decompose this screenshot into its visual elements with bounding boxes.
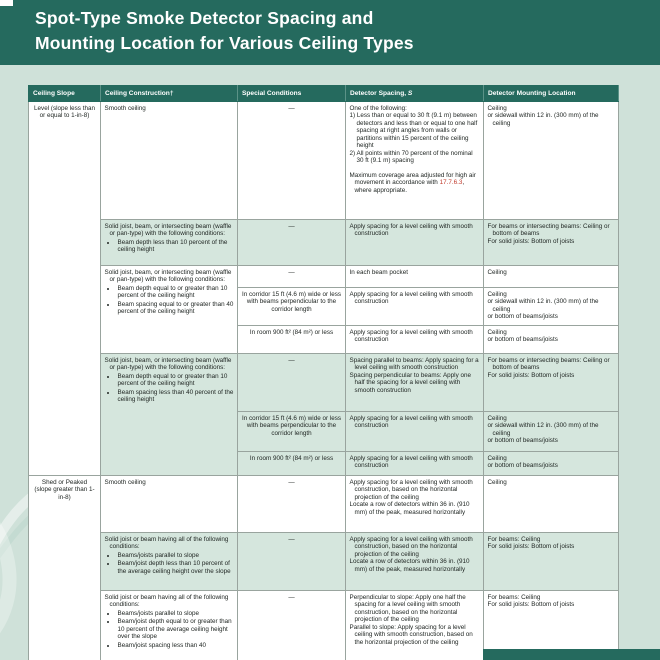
text-line: Locate a row of detectors within 36 in. (910 mm) of the peak, measured horizontally	[349, 558, 470, 573]
condition-list	[105, 239, 234, 254]
cell-mounting-location	[484, 354, 619, 412]
text-line: Spacing perpendicular to beams: Apply one half the spacing for a level ceiling with smooth construction	[349, 371, 471, 394]
cell-special-conditions: In room 900 ft² (84 m²) or less	[238, 452, 346, 476]
page-corner-artifact	[0, 0, 13, 6]
text-line: Ceiling	[487, 328, 507, 336]
text-line: or sidewall within 12 in. (300 mm) of the ceiling	[487, 422, 599, 437]
text-line: For solid joists: Bottom of joists	[487, 237, 575, 245]
text-line: Ceiling	[487, 414, 507, 422]
text-line: For beams or intersecting beams: Ceiling or bottom of beams	[487, 222, 610, 238]
col-header-special-conditions: Special Conditions	[238, 86, 346, 102]
text-line: Locate a row of detectors within 36 in. (910 mm) of the peak, measured horizontally	[349, 501, 470, 516]
text-line: For beams: Ceiling	[487, 535, 541, 543]
cell-construction: Smooth ceiling	[101, 102, 238, 220]
condition-list	[105, 610, 234, 650]
text-line: Ceiling	[487, 454, 507, 462]
cell-detector-spacing	[346, 354, 484, 412]
cell-mounting-location	[484, 533, 619, 591]
condition-list	[105, 552, 234, 576]
cell-mounting-location	[484, 266, 619, 288]
condition-item: • Beam spacing less than 40 percent of the ceiling height	[117, 389, 234, 404]
row-level-joist-shallow	[29, 220, 619, 266]
cell-detector-spacing	[346, 288, 484, 326]
text-line: or bottom of beams/joists	[487, 336, 558, 344]
cell-detector-spacing	[346, 102, 484, 220]
text-line: For beams: Ceiling	[487, 593, 541, 601]
text-line: Solid joist or beam having all of the following conditions:	[104, 535, 229, 551]
text-line: Apply spacing for a level ceiling with smooth construction	[349, 290, 473, 306]
condition-item: • Beams/joists parallel to slope	[117, 552, 234, 560]
col-header-detector-spacing: Detector Spacing, S	[346, 86, 484, 102]
cell-detector-spacing	[346, 533, 484, 591]
text-line: Apply spacing for a level ceiling with smooth construction, based on the horizontal projection of the ceiling	[349, 535, 473, 558]
condition-item: • Beam/joist depth equal to or greater than 10 percent of the average ceiling height over the slope	[117, 618, 234, 641]
text-line: For solid joists: Bottom of joists	[487, 371, 575, 379]
text-line: Apply spacing for a level ceiling with smooth construction	[349, 414, 473, 430]
row-shed-smooth-ceiling	[29, 476, 619, 533]
text-line: For solid joists: Bottom of joists	[487, 543, 575, 551]
cell-mounting-location	[484, 220, 619, 266]
text-line: or bottom of beams/joists	[487, 437, 558, 445]
cell-construction: Smooth ceiling	[101, 476, 238, 533]
row-level-joist-deep-wide	[29, 266, 619, 288]
text-line: Solid joist or beam having all of the following conditions:	[104, 593, 229, 609]
text-line: Apply spacing for a level ceiling with smooth construction, based on the horizontal projection of the ceiling	[349, 478, 473, 501]
cell-ceiling-slope-level: Level (slope less than or equal to 1-in-8)	[29, 102, 101, 476]
page-title: Spot-Type Smoke Detector Spacing and	[35, 8, 374, 28]
col-header-ceiling-construction: Ceiling Construction†	[101, 86, 238, 102]
cell-special-conditions: In corridor 15 ft (4.6 m) wide or less with beams perpendicular to the corridor length	[238, 288, 346, 326]
condition-list	[105, 373, 234, 404]
cell-detector-spacing	[346, 476, 484, 533]
cell-detector-spacing	[346, 326, 484, 354]
col-header-mounting-location: Detector Mounting Location	[484, 86, 619, 102]
text-line: or bottom of beams/joists	[487, 313, 558, 321]
text-line: Ceiling	[487, 290, 507, 298]
condition-item: • Beam/joist depth less than 10 percent of the average ceiling height over the slope	[117, 560, 234, 575]
text-line: Solid joist, beam, or intersecting beam (waffle or pan-type) with the following conditions:	[104, 222, 232, 238]
text-line: Ceiling	[487, 104, 507, 112]
next-section-band	[483, 649, 660, 660]
text-line: 1) Less than or equal to 30 ft (9.1 m) between detectors and less than or equal to one half spacing at right angles from walls or partitions within 15 percent of the ceiling height	[349, 112, 478, 150]
condition-item: • Beam spacing equal to or greater than 40 percent of the ceiling height	[117, 301, 234, 316]
table-header-row	[29, 86, 619, 102]
text-line: For beams or intersecting beams: Ceiling or bottom of beams	[487, 356, 610, 372]
text-line: or bottom of beams/joists	[487, 462, 558, 470]
text-line: Apply spacing for a level ceiling with smooth construction	[349, 328, 473, 344]
cell-special-conditions: —	[238, 102, 346, 220]
text-line: Solid joist, beam, or intersecting beam (waffle or pan-type) with the following conditions:	[104, 268, 232, 284]
code-reference-link[interactable]: 17.7.6.3	[439, 179, 463, 187]
cell-special-conditions: —	[238, 354, 346, 412]
condition-list	[105, 285, 234, 316]
cell-mounting-location	[484, 452, 619, 476]
row-level-joist-deep-narrow	[29, 354, 619, 412]
cell-construction	[101, 533, 238, 591]
cell-special-conditions: —	[238, 533, 346, 591]
text-line: Apply spacing for a level ceiling with smooth construction	[349, 222, 473, 238]
text-line: One of the following:	[349, 104, 407, 112]
cell-mounting-location	[484, 288, 619, 326]
text-line: Solid joist, beam, or intersecting beam (waffle or pan-type) with the following conditions:	[104, 356, 232, 372]
cell-detector-spacing	[346, 266, 484, 288]
detector-spacing-table	[28, 85, 619, 660]
condition-item: • Beams/joists parallel to slope	[117, 610, 234, 618]
text-line: Ceiling	[487, 478, 507, 486]
text-line: In each beam pocket	[349, 268, 408, 276]
text-line: Maximum coverage area adjusted for high air movement in accordance with 17.7.6.3, where appropriate.	[349, 171, 476, 194]
cell-special-conditions: —	[238, 476, 346, 533]
text-line: For solid joists: Bottom of joists	[487, 601, 575, 609]
text-line: or sidewall within 12 in. (300 mm) of the ceiling	[487, 112, 599, 127]
cell-detector-spacing	[346, 412, 484, 452]
text-line: Ceiling	[487, 268, 507, 276]
condition-item: • Beam depth equal to or greater than 10 percent of the ceiling height	[117, 285, 234, 300]
cell-mounting-location	[484, 476, 619, 533]
condition-item: • Beam depth equal to or greater than 10 percent of the ceiling height	[117, 373, 234, 388]
cell-special-conditions: —	[238, 220, 346, 266]
cell-special-conditions: In room 900 ft² (84 m²) or less	[238, 326, 346, 354]
row-level-smooth-ceiling	[29, 102, 619, 220]
cell-special-conditions: —	[238, 266, 346, 288]
text-line: Perpendicular to slope: Apply one half the spacing for a level ceiling with smooth construction, based on the horizontal projection of the ceiling	[349, 593, 466, 624]
cell-special-conditions: —	[238, 591, 346, 660]
cell-detector-spacing	[346, 452, 484, 476]
cell-mounting-location	[484, 102, 619, 220]
cell-construction	[101, 266, 238, 354]
text-line: Parallel to slope: Apply spacing for a level ceiling with smooth construction, based on the horizontal projection of the ceiling	[349, 623, 473, 646]
text-line: Apply spacing for a level ceiling with smooth construction	[349, 454, 473, 470]
text-line: 2) All points within 70 percent of the nominal 30 ft (9.1 m) spacing	[349, 149, 473, 165]
title-band	[0, 0, 660, 65]
cell-ceiling-slope-shed: Shed or Peaked (slope greater than 1-in-8)	[29, 476, 101, 660]
cell-detector-spacing	[346, 591, 484, 660]
cell-mounting-location	[484, 412, 619, 452]
page-title-line2: Mounting Location for Various Ceiling Types	[35, 33, 414, 53]
col-header-ceiling-slope: Ceiling Slope	[29, 86, 101, 102]
cell-construction	[101, 220, 238, 266]
cell-detector-spacing	[346, 220, 484, 266]
condition-item: • Beam/joist spacing less than 40	[117, 642, 234, 650]
condition-item: • Beam depth less than 10 percent of the ceiling height	[117, 239, 234, 254]
cell-construction	[101, 591, 238, 660]
row-shed-joist-shallow	[29, 533, 619, 591]
text-line: or sidewall within 12 in. (300 mm) of the ceiling	[487, 298, 599, 313]
cell-special-conditions: In corridor 15 ft (4.6 m) wide or less with beams perpendicular to the corridor length	[238, 412, 346, 452]
cell-construction	[101, 354, 238, 476]
text-line: Spacing parallel to beams: Apply spacing for a level ceiling with smooth construction	[349, 356, 479, 372]
cell-mounting-location	[484, 326, 619, 354]
